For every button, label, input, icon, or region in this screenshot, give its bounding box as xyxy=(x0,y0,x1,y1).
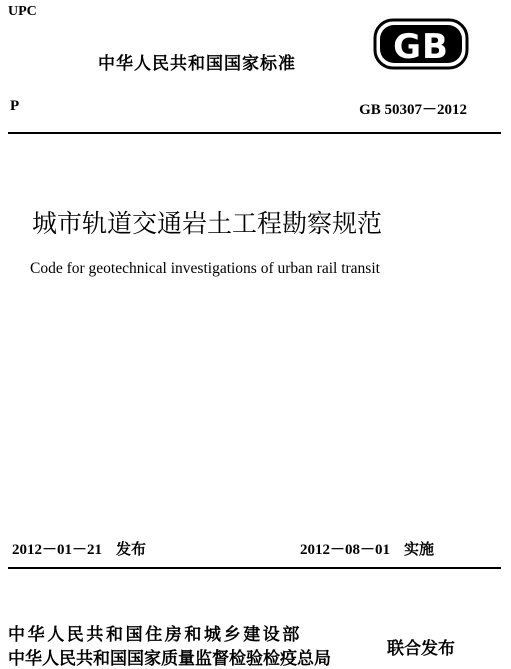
category-letter: P xyxy=(10,98,20,114)
issue-date: 2012－01－21 xyxy=(12,542,103,558)
issuer-ministry: 中华人民共和国住房和城乡建设部 xyxy=(8,625,302,645)
implement-date: 2012－08－01 xyxy=(300,542,391,558)
bottom-divider xyxy=(8,567,501,569)
issuer-aqsiq: 中华人民共和国国家质量监督检验检疫总局 xyxy=(8,649,331,669)
top-divider xyxy=(8,132,501,134)
upc-mark: UPC xyxy=(8,4,37,19)
joint-issue-label: 联合发布 xyxy=(387,639,455,659)
title-english: Code for geotechnical investigations of urban rail transit xyxy=(30,260,380,277)
standard-type: 中华人民共和国国家标准 xyxy=(98,54,296,74)
issue-label: 发布 xyxy=(116,540,147,558)
gb-logo-text: GB xyxy=(393,27,449,67)
standard-code: GB 50307－2012 xyxy=(359,102,467,118)
implement-date-block xyxy=(300,538,434,559)
implement-label: 实施 xyxy=(404,540,435,558)
gb-logo xyxy=(373,18,469,70)
title-chinese: 城市轨道交通岩土工程勘察规范 xyxy=(32,209,383,238)
issue-date-block xyxy=(12,538,146,559)
